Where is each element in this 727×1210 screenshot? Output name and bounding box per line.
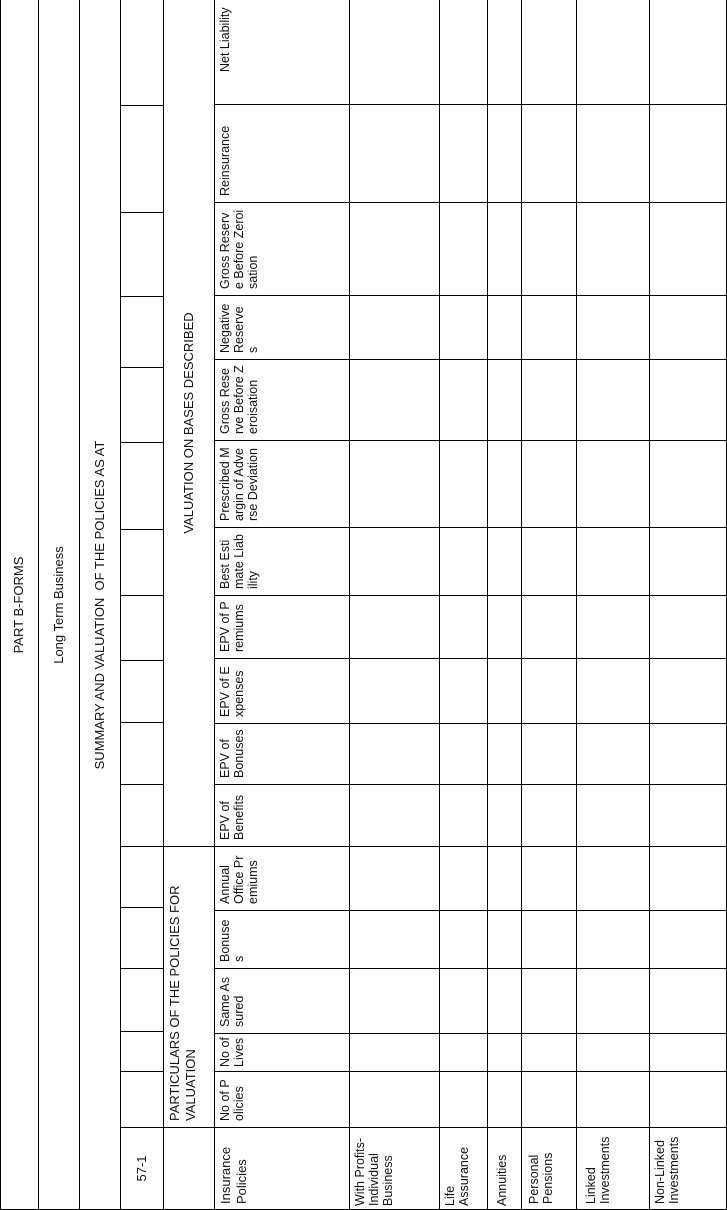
col-header-same-assured	[214, 968, 349, 1033]
stripe-divider	[120, 968, 163, 969]
col-header-label: EPV of Expenses	[218, 666, 246, 717]
stripe-divider	[120, 784, 163, 785]
row-personal-pensions	[521, 1127, 576, 1210]
row-life-assurance	[439, 1127, 487, 1210]
col-header-no-of-lives	[214, 1033, 349, 1071]
col-header-label: Bonuses	[218, 919, 246, 962]
col-header-label: No of Policies	[218, 1079, 246, 1121]
col-header-reinsurance	[214, 104, 349, 202]
col-header-margin-adverse	[214, 440, 349, 527]
border-col-11	[649, 0, 650, 1210]
col-header-label: Same Assured	[218, 976, 246, 1027]
form-title: SUMMARY AND VALUATION OF THE POLICIES AS AT	[91, 440, 107, 770]
row-annuities	[487, 1127, 521, 1210]
business-title: Long Term Business	[50, 546, 66, 664]
col-header-annual-office-premiums	[214, 846, 349, 910]
form-number: 57-1	[133, 1155, 149, 1182]
col-header-net-liability	[214, 0, 349, 104]
col-header-label: Gross Reserve Before Zeroisation	[218, 365, 260, 434]
row-with-profits	[349, 1127, 439, 1210]
col-header-label: EPV of Benefits	[218, 794, 246, 840]
col-header-best-estimate	[214, 527, 349, 595]
form-number-cell	[120, 1127, 163, 1210]
stripe-divider	[120, 722, 163, 723]
group-valuation-label: VALUATION ON BASES DESCRIBED	[180, 312, 196, 534]
col-header-label: Net Liability	[218, 7, 232, 72]
stripe-divider	[120, 367, 163, 368]
row-label: Linked Investments	[584, 1136, 612, 1204]
col-header-epv-benefits	[214, 784, 349, 846]
col-header-negative-reserves	[214, 295, 349, 359]
row-linked-investments	[576, 1127, 649, 1210]
row-label: With Profits- Individual Business	[353, 1137, 395, 1206]
stripe-divider	[120, 212, 163, 213]
business-band	[38, 0, 79, 1210]
col-header-label: Annual Office Premiums	[218, 855, 260, 904]
stripe-divider	[120, 660, 163, 661]
stripe-divider	[120, 846, 163, 847]
row-label: Life Assurance	[443, 1146, 471, 1206]
stripe-divider	[120, 1071, 163, 1072]
border-col-8	[487, 0, 488, 1210]
part-title-band	[0, 0, 38, 1210]
col-header-epv-expenses	[214, 658, 349, 723]
row-non-linked-investments	[649, 1127, 726, 1210]
col-header-label: EPV of Bonuses	[218, 729, 246, 778]
row-label: Annuities	[495, 1154, 509, 1206]
col-header-label: Negative Reserves	[218, 303, 260, 353]
border-col-10	[576, 0, 577, 1210]
group-particulars-label: PARTICULARS OF THE POLICIES FOR VALUATION	[167, 885, 198, 1121]
stripe-divider	[120, 595, 163, 596]
stripe-divider	[120, 296, 163, 297]
col-header-label: Gross Reserve Before Zeroisation	[218, 209, 260, 289]
border-col-3	[120, 0, 121, 1210]
stripe-divider	[120, 529, 163, 530]
part-title: PART B-FORMS	[11, 556, 26, 654]
col-header-gross-reserve-1	[214, 359, 349, 440]
col-header-epv-bonuses	[214, 723, 349, 784]
col-header-label: EPV of Premiums	[218, 601, 246, 652]
col-header-bonuses	[214, 910, 349, 968]
border-col-7	[439, 0, 440, 1210]
group-valuation	[163, 0, 214, 846]
border-col-6	[349, 0, 350, 1210]
row-header-label: Insurance Policies	[218, 1146, 249, 1204]
row-label: Non-Linked Investments	[653, 1136, 681, 1204]
stripe-divider	[120, 105, 163, 106]
form-title-band	[79, 0, 120, 1210]
col-header-gross-reserve-2	[214, 202, 349, 295]
col-header-label: Best Estimate Liability	[218, 534, 260, 589]
col-header-label: Prescribed Margin of Adverse Deviation	[218, 447, 260, 521]
row-header-cell	[214, 1127, 349, 1210]
group-particulars	[163, 846, 214, 1127]
row-label: Personal Pensions	[527, 1152, 555, 1204]
stripe-divider	[120, 1031, 163, 1032]
border-col-9	[521, 0, 522, 1210]
col-header-epv-premiums	[214, 595, 349, 658]
col-header-label: Reinsurance	[218, 125, 232, 196]
col-header-no-of-policies	[214, 1071, 349, 1127]
col-header-label: No of Lives	[218, 1037, 246, 1067]
stripe-divider	[120, 442, 163, 443]
stripe-divider	[120, 907, 163, 908]
